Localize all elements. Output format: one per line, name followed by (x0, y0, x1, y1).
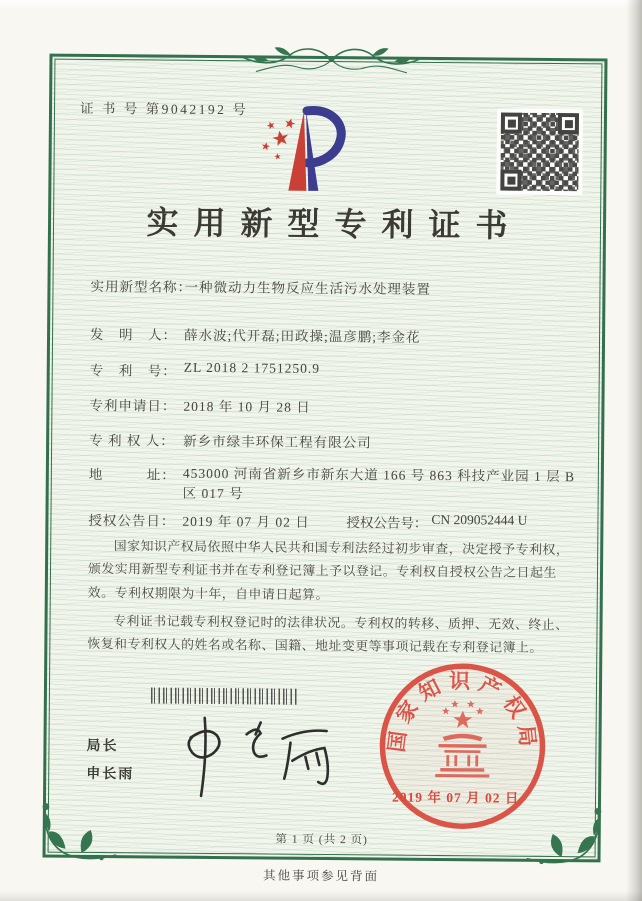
field-value: 薛水波;代开磊;田政操;温彦鹏;李金花 (184, 327, 421, 345)
scan-edge-shadow-bottom (0, 891, 642, 901)
field-row-name (90, 275, 431, 298)
field-row-inventors (90, 323, 421, 346)
certificate-number: 证 书 号 第9042192 号 (79, 100, 249, 118)
signer-title: 局长 (86, 738, 119, 755)
field-row-grant-date (88, 509, 310, 531)
back-side-note: 其他事项参见背面 (262, 868, 380, 884)
certificate-title: 实用新型专利证书 (146, 204, 523, 244)
barcode-icon (151, 687, 297, 704)
qr-finder-top-left (501, 113, 522, 134)
cnipa-patent-logo-icon (255, 98, 356, 197)
cnipa-official-seal-icon (374, 657, 552, 835)
field-label: 实用新型名称： (90, 278, 193, 295)
field-value: CN 209052444 U (431, 511, 528, 528)
field-value: ZL 2018 2 1751250.9 (183, 359, 321, 376)
qr-finder-top-right (558, 113, 579, 134)
top-border-ornament-icon (228, 40, 434, 78)
certificate-fields (88, 273, 583, 531)
seal-date: 2019 年 07 月 02 日 (391, 789, 520, 806)
field-value: 2018 年 10 月 28 日 (183, 398, 311, 415)
page-number: 第 1 页 (共 2 页) (275, 833, 368, 847)
field-row-grant-number (346, 511, 527, 533)
field-value: 2019 年 07 月 02 日 (182, 513, 310, 530)
field-value: 453000 河南省新乡市新东大道 166 号 863 科技产业园 1 层 B区 017 号 (182, 465, 576, 501)
qr-finder-bottom-left (500, 170, 521, 191)
signer-name: 申长雨 (86, 766, 135, 783)
seal-text: 国家知识产权局 (384, 669, 541, 755)
field-label: 授权公告号： (346, 515, 428, 531)
scan-edge-highlight (0, 0, 642, 9)
field-row-patent-number (90, 359, 320, 381)
field-row-patentee (89, 429, 372, 451)
handwritten-signature-icon (174, 704, 355, 810)
signer-block (86, 733, 134, 789)
legal-paragraph-2: 专利证书记载专利权登记时的法律状况。专利权的转移、质押、无效、终止、恢复和专利权人的姓名或名称、国籍、地址变更等事项记载在专利登记簿上。 (87, 614, 569, 656)
field-label: 专利申请日： (89, 397, 177, 414)
field-label: 专 利 号： (89, 362, 177, 379)
legal-paragraph-1: 国家知识产权局依照中华人民共和国专利法经过初步审查，决定授予专利权，颁发实用新型专利证书并在专利登记簿上予以登记。专利权自授权公告之日起生效。专利权期限为十年，自申请日起算。 (87, 539, 570, 602)
qr-code-icon (500, 113, 579, 192)
field-label: 专 利 权 人： (89, 432, 175, 449)
legal-text (87, 535, 574, 666)
scan-edge-shadow (626, 0, 642, 901)
field-label: 授权公告日： (88, 512, 176, 529)
certificate-frame (43, 54, 608, 863)
field-row-address (89, 463, 581, 506)
field-value: 新乡市绿丰环保工程有限公司 (183, 433, 372, 451)
field-row-filing-date (89, 394, 311, 416)
field-value: 一种微动力生物反应生活污水处理装置 (184, 279, 432, 297)
field-label: 发 明 人： (90, 326, 178, 343)
field-label: 地 址： (88, 466, 176, 483)
